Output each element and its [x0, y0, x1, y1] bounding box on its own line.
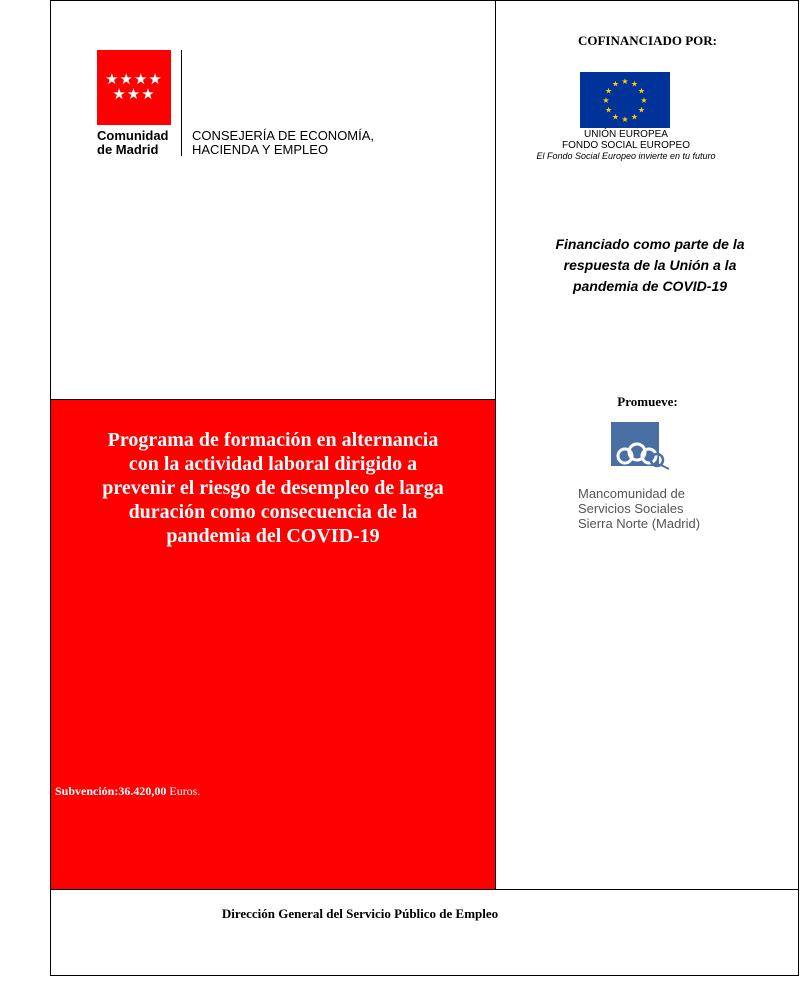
program-title-line1: Programa de formación en alternancia: [107, 429, 439, 451]
stars-row-bottom: ★★★: [112, 85, 156, 103]
eu-star: ★: [611, 112, 620, 122]
comunidad-name-line1: Comunidad: [97, 128, 169, 143]
horizontal-divider-bottom: [50, 889, 799, 890]
subvencion-unit: Euros.: [166, 784, 201, 798]
financiado-line2: respuesta de la Unión a la: [563, 257, 737, 273]
mancomunidad-logo-icon: [611, 422, 673, 470]
eu-star: ★: [621, 77, 629, 86]
eu-star: ★: [637, 105, 646, 115]
eu-flag-icon: [580, 72, 670, 128]
eu-star: ★: [604, 105, 613, 115]
comunidad-madrid-name: [97, 129, 169, 157]
program-title-line2: con la actividad laboral dirigido a: [128, 453, 418, 475]
mancom-line1: Mancomunidad de: [578, 486, 685, 501]
eu-star: ★: [640, 96, 648, 105]
department-line1: CONSEJERÍA DE ECONOMÍA,: [192, 128, 375, 143]
stars-row-top: ★★★★: [105, 70, 163, 88]
eu-line1: UNIÓN EUROPEA: [584, 129, 668, 140]
comunidad-madrid-flag-logo: [97, 50, 171, 125]
program-title-line5: pandemia del COVID-19: [166, 525, 380, 547]
program-title-line4: duración como consecuencia de la: [128, 501, 418, 523]
eu-star: ★: [630, 79, 639, 89]
eu-star: ★: [621, 115, 629, 124]
subvencion-label: Subvención:36.420,00: [55, 784, 167, 798]
direccion-general-text: Dirección General del Servicio Público de Empleo: [221, 906, 499, 921]
program-title: [61, 428, 485, 548]
subvencion-amount: [55, 784, 200, 799]
mancomunidad-name: [578, 486, 700, 531]
eu-text: [496, 129, 756, 151]
eu-star: ★: [604, 86, 613, 96]
financiado-covid-text: [530, 234, 770, 297]
consejeria-name: [192, 129, 374, 157]
comunidad-name-line2: de Madrid: [97, 142, 159, 157]
department-line2: HACIENDA Y EMPLEO: [192, 142, 329, 157]
eu-star: ★: [630, 112, 639, 122]
mancom-line2: Servicios Sociales: [578, 501, 684, 516]
eu-star: ★: [611, 79, 620, 89]
cofinanciado-label: COFINANCIADO POR:: [577, 33, 718, 48]
financiado-line1: Financiado como parte de la: [555, 236, 745, 252]
eu-star: ★: [637, 86, 646, 96]
eu-line2: FONDO SOCIAL EUROPEO: [562, 140, 690, 151]
logo-divider: [181, 50, 182, 156]
promueve-label: Promueve:: [617, 394, 678, 409]
mancom-line3: Sierra Norte (Madrid): [578, 516, 701, 531]
eu-star: ★: [602, 96, 610, 105]
financiado-line3: pandemia de COVID-19: [572, 278, 728, 294]
program-title-line3: prevenir el riesgo de desempleo de larga: [102, 477, 444, 499]
eu-slogan: El Fondo Social Europeo invierte en tu futuro: [536, 151, 716, 161]
